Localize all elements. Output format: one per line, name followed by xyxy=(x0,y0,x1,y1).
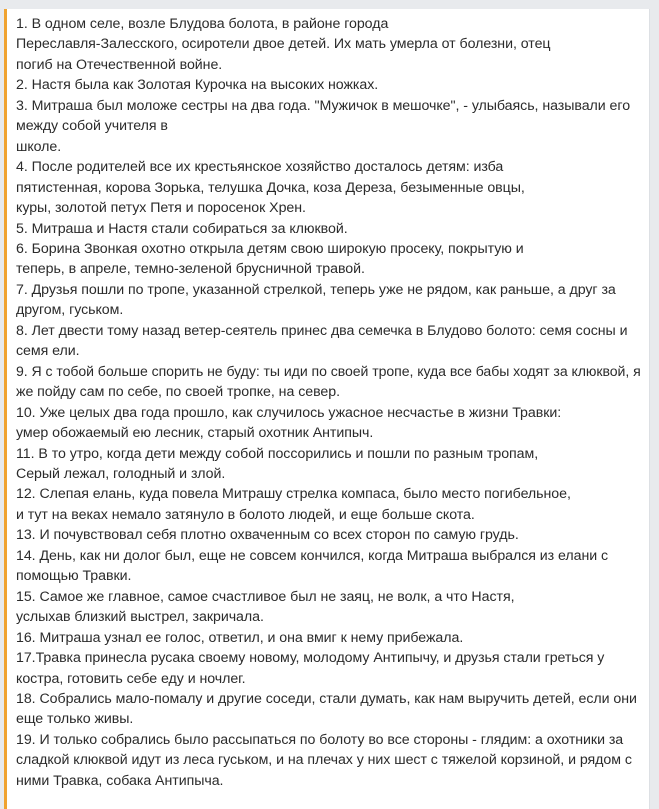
text-line: 15. Самое же главное, самое счастливое был не заяц, не волк, а что Настя, xyxy=(16,588,515,605)
text-line: погиб на Отечественной войне. xyxy=(16,56,223,73)
text-line: костра, готовить себе еду и ночлег. xyxy=(16,670,246,687)
text-line: 8. Лет двести тому назад ветер-сеятель принес два семечка в Блудово болото: семя сосны и xyxy=(16,322,628,339)
text-line: 10. Уже целых два года прошло, как случилось ужасное несчастье в жизни Травки: xyxy=(16,404,562,421)
text-card xyxy=(4,9,650,809)
text-line: школе. xyxy=(16,138,62,155)
text-line: 17.Травка принесла русака своему новому, молодому Антипычу, и друзья стали греться у xyxy=(16,650,605,667)
text-line: 11. В то утро, когда дети между собой поссорились и пошли по разным тропам, xyxy=(16,445,539,462)
text-line: пятистенная, корова Зорька, телушка Дочка, коза Дереза, безыменные овцы, xyxy=(16,179,525,196)
text-line: куры, золотой петух Петя и поросенок Хрен. xyxy=(16,200,306,217)
text-line: между собой учителя в xyxy=(16,118,168,135)
text-line: 16. Митраша узнал ее голос, ответил, и она вмиг к нему прибежала. xyxy=(16,629,464,646)
text-line: помощью Травки. xyxy=(16,568,132,585)
text-line: же пойду сам по себе, по своей тропке, на север. xyxy=(16,384,340,401)
text-line: и тут на веках немало затянуло в болото людей, и еще больше скота. xyxy=(16,506,475,523)
text-line: 3. Митраша был моложе сестры на два года. "Мужичок в мешочке", - улыбаясь, называли его xyxy=(16,97,631,114)
text-line: 9. Я с тобой больше спорить не буду: ты иди по своей тропе, куда все бабы ходят за клюквой, я xyxy=(16,363,641,380)
text-line: 14. День, как ни долог был, еще не совсем кончился, когда Митраша выбрался из елани с xyxy=(16,547,609,564)
text-line: 12. Слепая елань, куда повела Митрашу стрелка компаса, было место погибельное, xyxy=(16,486,571,503)
text-line: 4. После родителей все их крестьянское хозяйство досталось детям: изба xyxy=(16,159,504,176)
text-line: 5. Митраша и Настя стали собираться за клюквой. xyxy=(16,220,348,237)
text-line: 19. И только собрались было рассыпаться по болоту во все стороны - глядим: а охотники за xyxy=(16,731,624,748)
text-line: ними Травка, собака Антипыча. xyxy=(16,772,224,789)
text-line: 7. Друзья пошли по тропе, указанной стрелкой, теперь уже не рядом, как раньше, а друг за xyxy=(16,281,616,298)
text-line: 2. Настя была как Золотая Курочка на высоких ножках. xyxy=(16,77,379,94)
text-line: 1. В одном селе, возле Блудова болота, в районе города xyxy=(16,16,389,32)
text-line: еще только живы. xyxy=(16,711,134,728)
text-line: умер обожаемый ею лесник, старый охотник Антипыч. xyxy=(16,425,374,442)
story-text xyxy=(16,14,641,791)
text-line: сладкой клюквой идут из леса гуськом, и на плечах у них шест с тяжелой корзиной, и рядом с xyxy=(16,752,632,769)
text-line: семя ели. xyxy=(16,343,80,360)
text-line: 13. И почувствовал себя плотно охваченным со всех сторон по самую грудь. xyxy=(16,527,519,544)
text-line: Серый лежал, голодный и злой. xyxy=(16,465,226,482)
text-line: другом, гуськом. xyxy=(16,302,124,319)
text-line: услыхав близкий выстрел, закричала. xyxy=(16,609,264,626)
text-line: 6. Борина Звонкая охотно открыла детям свою широкую просеку, покрытую и xyxy=(16,240,524,257)
text-line: теперь, в апреле, темно-зеленой брусничной травой. xyxy=(16,261,365,278)
text-line: Переславля-Залесского, осиротели двое детей. Их мать умерла от болезни, отец xyxy=(16,36,551,53)
text-line: 18. Собрались мало-помалу и другие соседи, стали думать, как нам выручить детей, если они xyxy=(16,690,637,707)
